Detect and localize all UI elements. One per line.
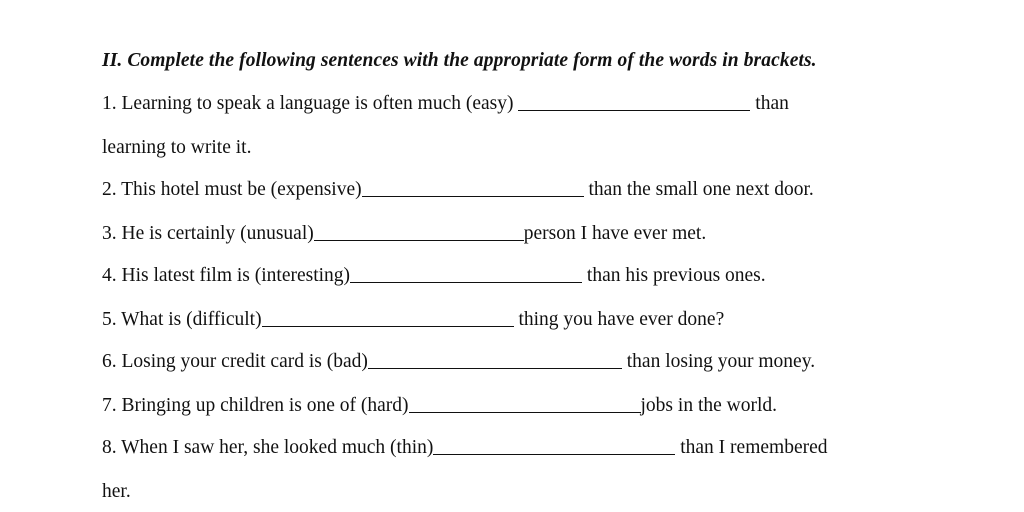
sentence-5-prefix: 5. What is (difficult) (102, 309, 262, 330)
sentence-1-prefix: 1. Learning to speak a language is often much (easy) (102, 93, 519, 114)
exercise-heading: II. Complete the following sentences with the appropriate form of the words in brackets. (102, 50, 817, 71)
sentence-3-suffix: person I have ever met. (523, 223, 707, 244)
sentence-2-suffix: than the small one next door. (583, 179, 814, 200)
answer-blank-3[interactable] (314, 238, 524, 241)
sentence-8-suffix: than I remembered (675, 437, 828, 458)
sentence-5 (102, 308, 724, 332)
answer-blank-6[interactable] (368, 366, 622, 369)
answer-blank-5[interactable] (262, 324, 514, 327)
sentence-8-prefix: 8. When I saw her, she looked much (thin) (102, 437, 434, 458)
sentence-6-suffix: than losing your money. (621, 351, 816, 372)
sentence-2 (102, 178, 814, 202)
sentence-1 (102, 92, 789, 116)
sentence-8 (102, 436, 828, 460)
answer-blank-1[interactable] (518, 108, 750, 111)
sentence-6 (102, 350, 815, 374)
sentence-6-prefix: 6. Losing your credit card is (bad) (102, 351, 368, 372)
answer-blank-2[interactable] (362, 194, 584, 197)
sentence-4-prefix: 4. His latest film is (interesting) (102, 265, 351, 286)
answer-blank-7[interactable] (409, 410, 641, 413)
sentence-3 (102, 222, 706, 246)
sentence-8-continuation: her. (102, 481, 131, 502)
answer-blank-4[interactable] (350, 280, 582, 283)
sentence-1-suffix: than (750, 93, 789, 114)
sentence-7-prefix: 7. Bringing up children is one of (hard) (102, 395, 409, 416)
sentence-7 (102, 394, 777, 418)
sentence-4-suffix: than his previous ones. (582, 265, 766, 286)
sentence-7-suffix: jobs in the world. (640, 395, 778, 416)
sentence-3-prefix: 3. He is certainly (unusual) (102, 223, 314, 244)
sentence-1-continuation: learning to write it. (102, 137, 252, 158)
sentence-2-prefix: 2. This hotel must be (expensive) (102, 179, 362, 200)
sentence-4 (102, 264, 766, 288)
sentence-5-suffix: thing you have ever done? (513, 309, 725, 330)
answer-blank-8[interactable] (433, 452, 675, 455)
